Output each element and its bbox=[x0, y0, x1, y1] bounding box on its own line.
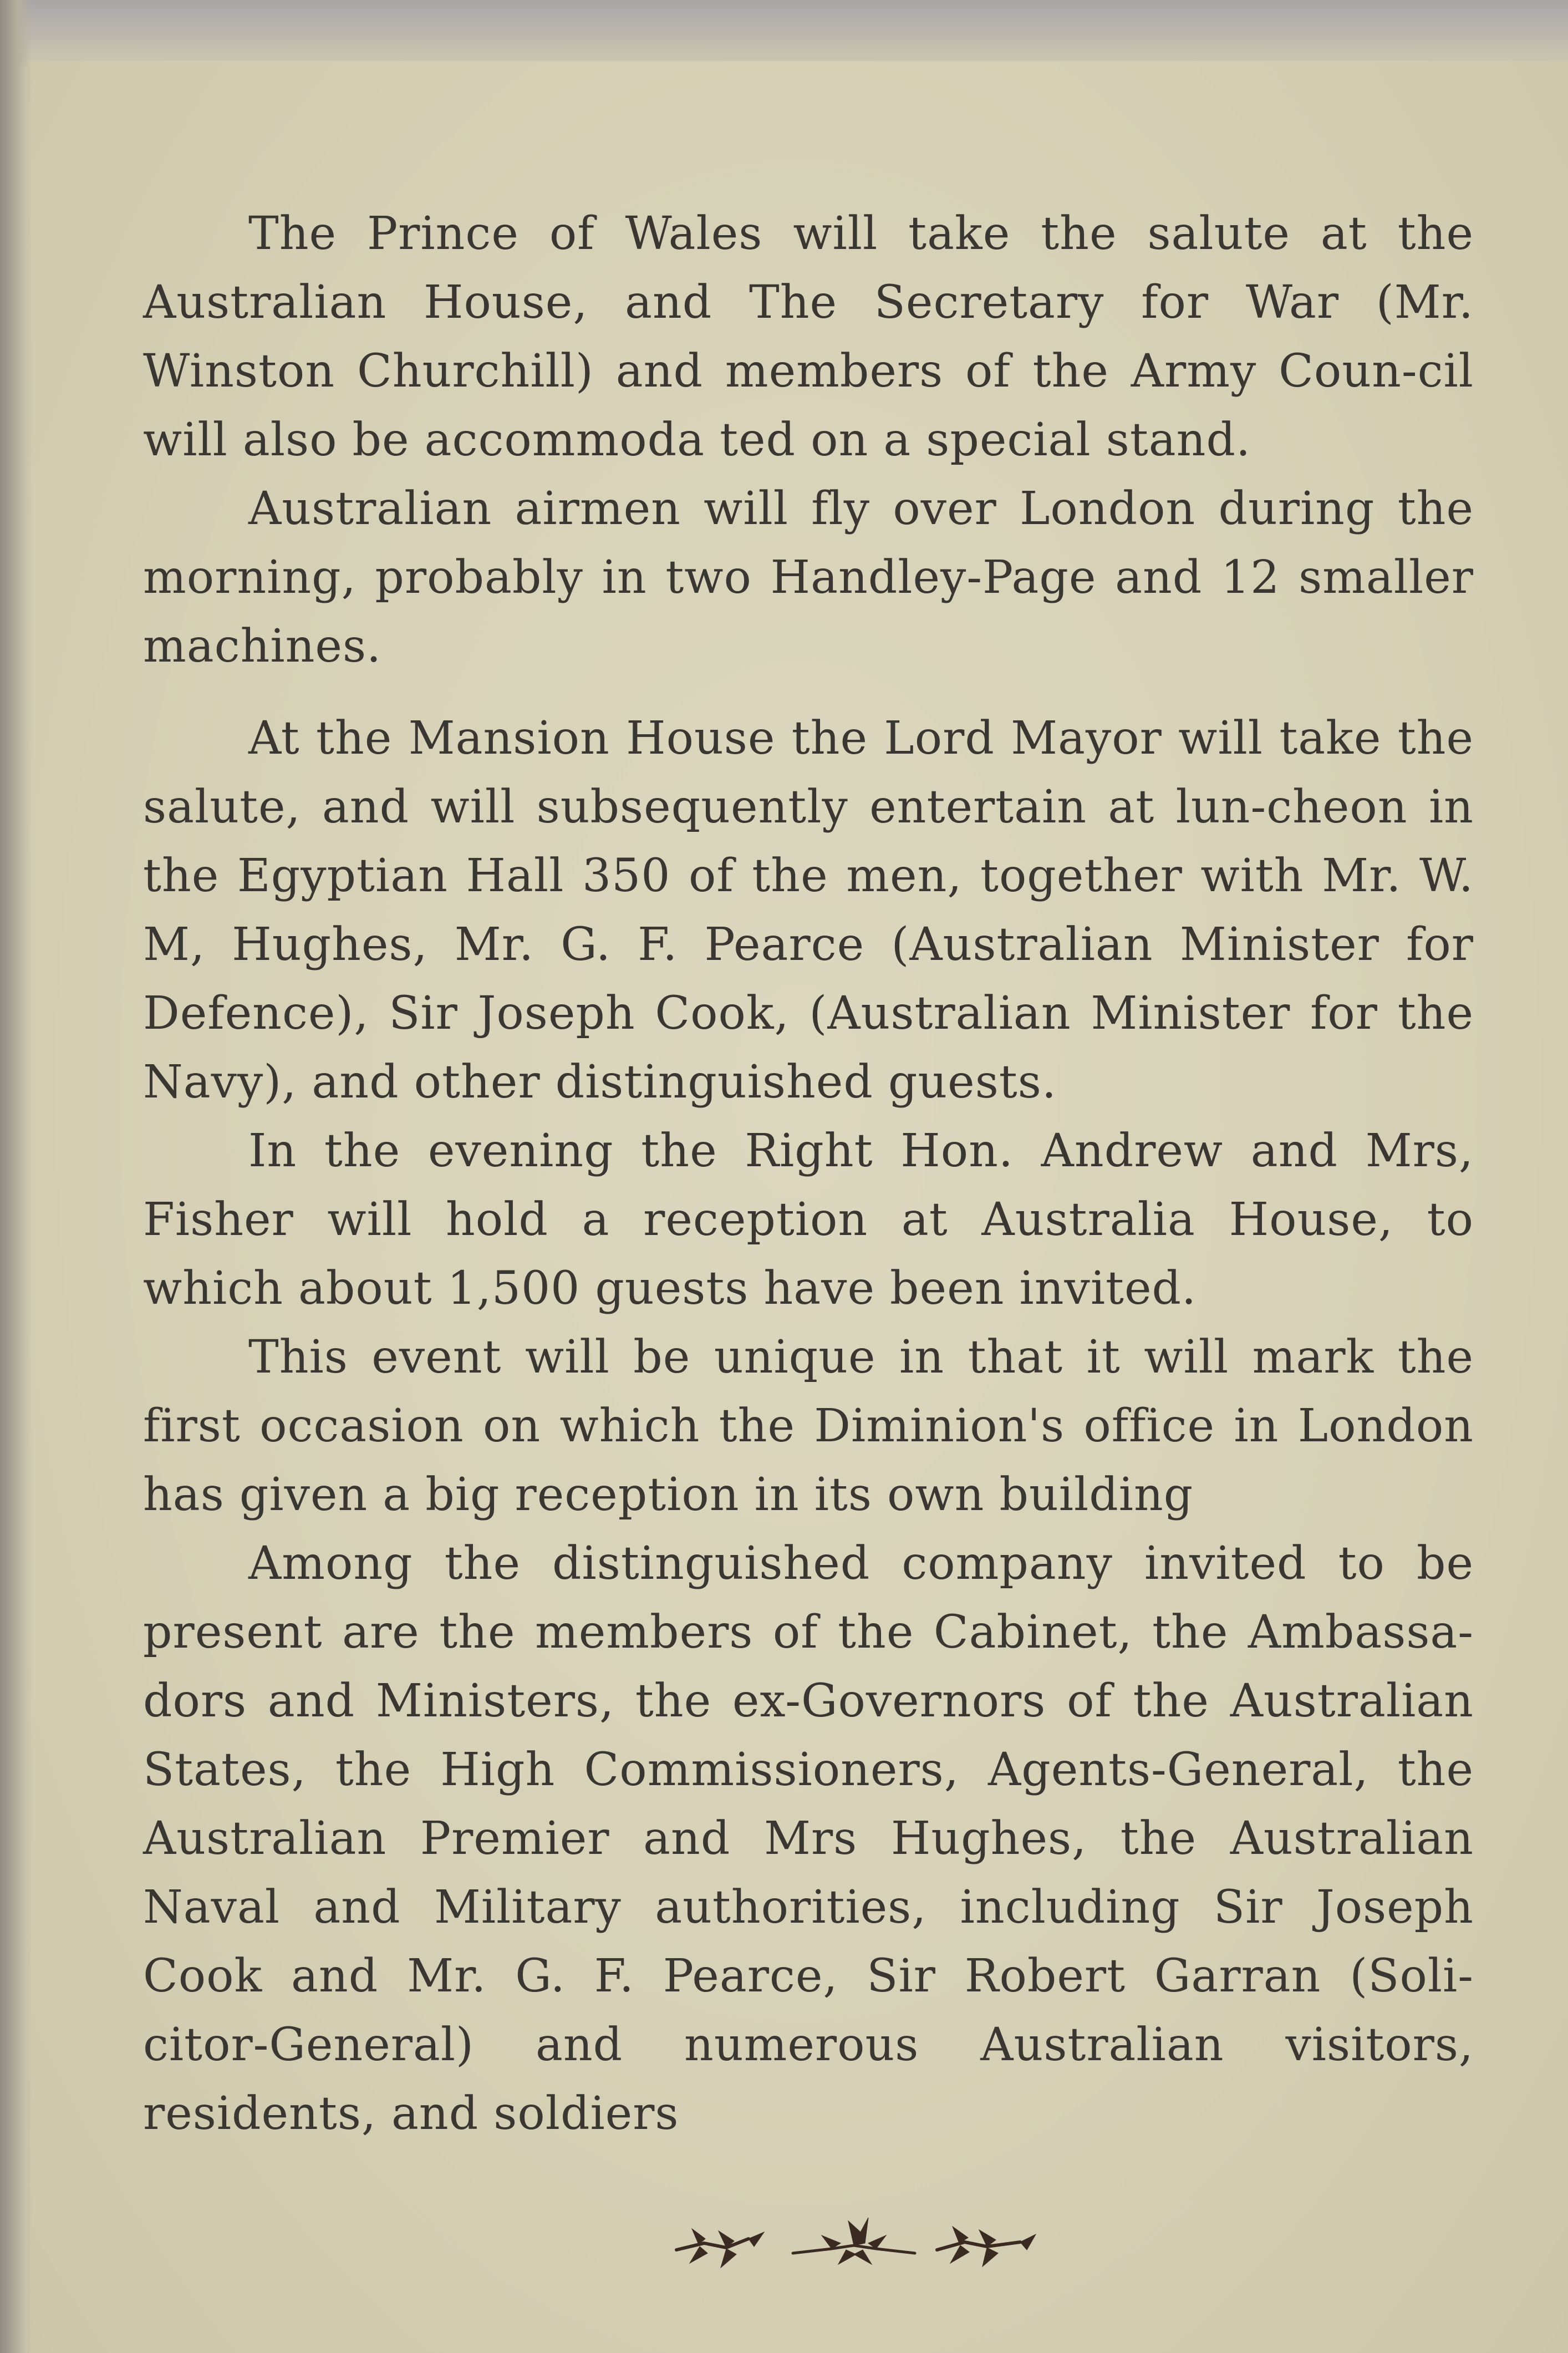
document-body bbox=[143, 200, 1474, 2148]
floral-vignette-icon bbox=[665, 2210, 1042, 2282]
paragraph-distinguished-company: Among the distinguished company invited to be present are the members of the Cabinet, the Ambassa-dors and Ministers, the ex-Governors of the Australian States, the High Commissioners, Agents-General, the Australian Premier and Mrs Hughes, the Australian Naval and Military authorities, including Sir Joseph Cook and Mr. G. F. Pearce, Sir Robert Garran (Soli-citor-General) and numerous Australian visitors, residents, and soldiers bbox=[143, 1537, 1474, 2140]
paragraph-mansion-house: At the Mansion House the Lord Mayor will take the salute, and will subsequently entertain at lun-cheon in the Egyptian Hall 350 of the men, together with Mr. W. M, Hughes, Mr. G. F. Pearce (Australian Minister for Defence), Sir Joseph Cook, (Australian Minister for the Navy), and other distinguished guests. bbox=[143, 712, 1474, 1109]
paragraph-evening-reception: In the evening the Right Hon. Andrew and Mrs, Fisher will hold a reception at Australia House, to which about 1,500 guests have been invited. bbox=[143, 1125, 1474, 1315]
paragraph-unique-event: This event will be unique in that it will mark the first occasion on which the Diminion's office in London has given a big reception in its own building bbox=[143, 1331, 1474, 1521]
right-sprig-icon bbox=[937, 2227, 1036, 2266]
paragraph-airmen: Australian airmen will fly over London during the morning, probably in two Handley-Page and 12 smaller machines. bbox=[143, 482, 1474, 673]
paragraph-prince-of-wales: The Prince of Wales will take the salute at the Australian House, and The Secretary for War (Mr. Winston Churchill) and members of the Army Coun-cil will also be accommoda ted on a special stand. bbox=[143, 207, 1474, 466]
left-sprig-icon bbox=[676, 2229, 764, 2268]
binding-edge bbox=[0, 0, 32, 2353]
center-sprig-icon bbox=[793, 2218, 915, 2264]
page-top-edge bbox=[0, 0, 1568, 67]
